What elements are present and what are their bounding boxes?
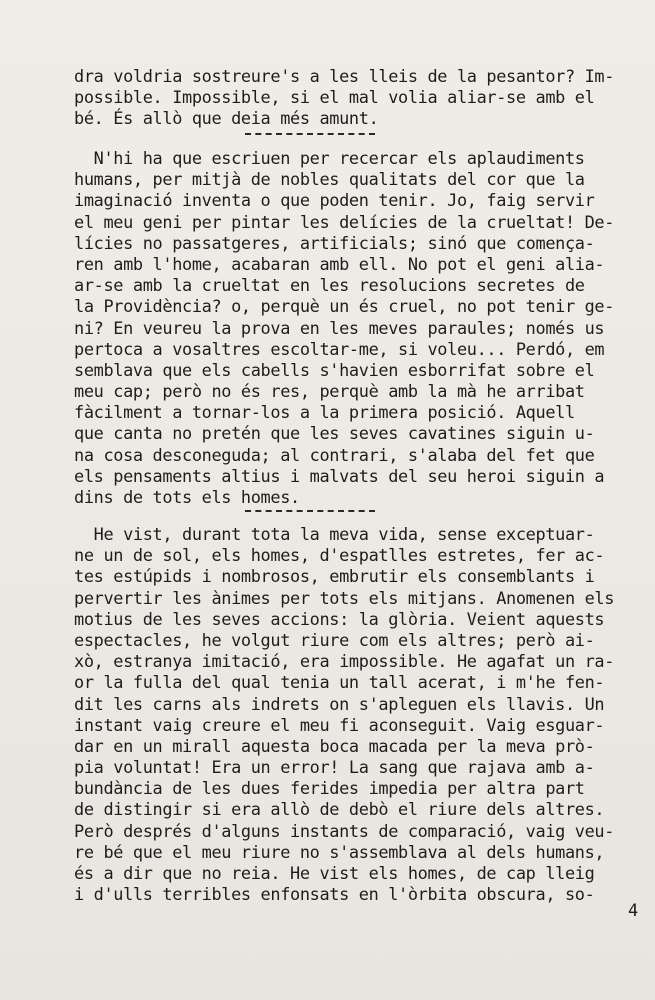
text-line: na cosa desconeguda; al contrari, s'alaba del fet que: [74, 444, 595, 465]
text-line: de distingir si era allò de debò el riure dels altres.: [74, 799, 605, 820]
text-line: He vist, durant tota la meva vida, sense exceptuar-: [74, 524, 595, 544]
text-line: xò, estranya imitació, era impossible. He agafat un ra-: [74, 651, 615, 672]
text-line: dins de tots els homes.: [74, 487, 300, 507]
text-line: or la fulla del qual tenia un tall acerat, i m'he fen-: [74, 672, 605, 693]
paragraph-2: [74, 148, 649, 508]
text-line: instant vaig creure el meu fi aconseguit. Vaig esguar-: [74, 714, 605, 735]
text-line: humans, per mitjà de nobles qualitats del cor que la: [74, 169, 585, 190]
text-line: dar en un mirall aquesta boca macada per la meva prò-: [74, 735, 595, 756]
text-line: ar-se amb la crueltat en les resolucions secretes de: [74, 275, 585, 296]
text-line: bundància de les dues ferides impedia per altra part: [74, 778, 585, 799]
text-line: motius de les seves accions: la glòria. Veient aquests: [74, 608, 605, 629]
text-line: espectacles, he volgut riure com els altres; però ai-: [74, 629, 595, 650]
text-line: imaginació inventa o que poden tenir. Jo, faig servir: [74, 190, 595, 211]
text-line: la Providència? o, perquè un és cruel, no pot tenir ge-: [74, 296, 615, 317]
text-line: fàcilment a tornar-los a la primera posició. Aquell: [74, 402, 575, 423]
text-line: ren amb l'home, acabaran amb ell. No pot el geni alia-: [74, 253, 605, 274]
text-line: dra voldria sostreure's a les lleis de la pesantor? Im-: [74, 66, 615, 86]
text-line: és a dir que no reia. He vist els homes, de cap lleig: [74, 863, 595, 883]
page-number: 4: [628, 901, 639, 921]
section-separator: [245, 133, 375, 135]
text-line: ni? En veureu la prova en les meves paraules; només us: [74, 317, 605, 338]
text-line: re bé que el meu riure no s'assemblava al dels humans,: [74, 841, 605, 862]
text-line: semblava que els cabells s'havien esborrifat sobre el: [74, 359, 595, 380]
paragraph-3: [74, 524, 649, 905]
text-line: bé. És allò que deia més amunt.: [74, 108, 379, 129]
text-line: ne un de sol, els homes, d'espatlles estretes, fer ac-: [74, 545, 605, 566]
text-line: pia voluntat! Era un error! La sang que rajava amb a-: [74, 757, 595, 778]
text-line: Però després d'alguns instants de comparació, vaig veu-: [74, 820, 615, 841]
text-line: que canta no pretén que les seves cavatines siguin u-: [74, 423, 595, 444]
text-line: possible. Impossible, si el mal volia aliar-se amb el: [74, 87, 595, 108]
text-line: lícies no passatgeres, artificials; sinó que comença-: [74, 232, 595, 253]
text-line: els pensaments altius i malvats del seu heroi siguin a: [74, 465, 605, 486]
text-line: N'hi ha que escriuen per recercar els aplaudiments: [74, 148, 585, 168]
section-separator: [245, 510, 375, 512]
text-line: meu cap; però no és res, perquè amb la mà he arribat: [74, 381, 585, 402]
text-line: i d'ulls terribles enfonsats en l'òrbita obscura, so-: [74, 884, 595, 905]
text-line: pertoca a vosaltres escoltar-me, si voleu... Perdó, em: [74, 338, 605, 359]
paragraph-1: [74, 66, 649, 130]
text-line: pervertir les ànimes per tots els mitjans. Anomenen els: [74, 587, 615, 608]
text-line: el meu geni per pintar les delícies de la crueltat! De-: [74, 211, 615, 232]
text-line: dit les carns als indrets on s'apleguen els llavis. Un: [74, 693, 605, 714]
text-line: tes estúpids i nombrosos, embrutir els consemblants i: [74, 566, 595, 587]
